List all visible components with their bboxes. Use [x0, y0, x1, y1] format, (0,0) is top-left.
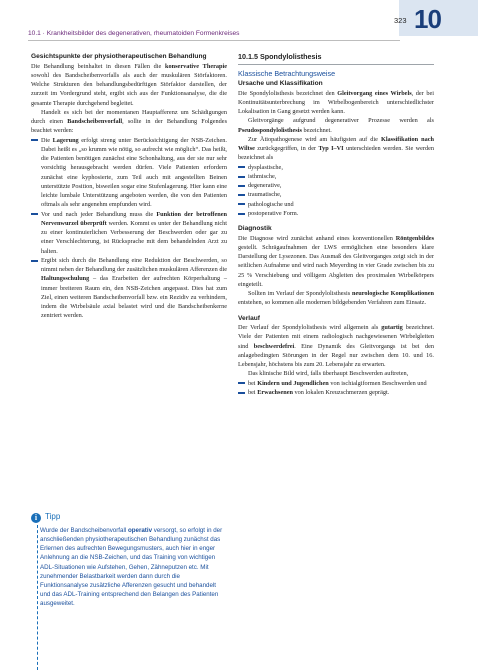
bullet-marker-icon: [238, 392, 245, 394]
info-icon: i: [31, 513, 41, 523]
paragraph: Der Verlauf der Spondylolisthesis wird allgemein als gutartig bezeichnet. Viele der Patienten mit einem radiologisch nachgewiesenen Wirbelgleiten sind beschwerdefrei. Eine Dynamik des Gleitvorgangs ist bei den anlagebedingten Störungen in der Regel nur zwischen dem 10. und 16. Lebensjahr, höchstens bis zum 20. Lebensjahr zu erwarten.: [238, 324, 435, 368]
treatment-bullet-list: [31, 136, 227, 321]
bullet-marker-icon: [238, 213, 245, 215]
subsection-heading: Klassische Betrachtungsweise: [238, 69, 336, 78]
section-heading-treatment: Gesichtspunkte der physiotherapeutischen Behandlung: [31, 53, 207, 60]
paragraph: Zur Ätiopathogenese wird am häufigsten auf die Klassifikation nach Wiltse zurückgegriffen, in der Typ I–VI unterschieden werden. Sie werden bezeichnet als: [238, 135, 434, 162]
list-item: isthmische,: [238, 172, 434, 181]
list-item: degenerative,: [238, 181, 434, 190]
paragraph: Gleitvorgänge aufgrund degenerativer Prozesse werden als Pseudospondylolisthesis bezeichnet.: [238, 117, 434, 134]
paragraph: Sollten im Verlauf der Spondylolisthesis neurologische Komplikationen entstehen, so kommen alle modernen bildgebenden Verfahren zum Einsatz.: [238, 290, 435, 307]
bullet-marker-icon: [238, 194, 245, 196]
left-column: [31, 52, 227, 321]
bullet-marker-icon: [238, 185, 245, 187]
wiltse-type-list: [238, 163, 434, 219]
list-item: Ergibt sich durch die Behandlung eine Reduktion der Beschwerden, so nimmt neben der Behandlung der zusätzlichen muskulären Afferenzen die Haltungsschulung – das Erarbeiten der aufrechten Körperhaltung – immer breiteren Raum ein, den NSB-Zeichen angepasst. Dies hat zum Ziel, einen weiteren Bandscheibenvorfall bzw. ein Rezidiv zu verhindern, indem die Wirbelsäule axial belastet wird und die Bandscheibenkerne zentriert werden.: [31, 256, 227, 321]
list-item: bei Erwachsenen von lokalen Kreuzschmerzen geprägt.: [238, 388, 434, 397]
list-item: Die Lagerung erfolgt streng unter Berücksichtigung der NSB-Zeichen. Dabei heißt es „so krumm wie nötig, so aufrecht wie möglich“. Das heißt, die Patienten benötigen zunächst eine Schonhaltung, aus der sie nur sehr vorsichtig herausgebracht werden dürfen. Viele Patienten erfordern zunächst eine kyphosierte, zum Teil auch mit angestellten Beinen unterstützte Position, bisweilen sogar eine Stufenlagerung. Hier kann eine leichte lumbale Unterstützung angeboten werden, die von den Patienten oftmals als sehr angenehm empfunden wird.: [31, 136, 227, 210]
bullet-marker-icon: [31, 213, 38, 215]
list-item: postoperative Form.: [238, 209, 434, 218]
paragraph: Handelt es sich bei der momentanen Hauptafferenz um Schädigungen durch einen Bandscheibenvorfall, sollte in der Behandlung Folgendes beachtet werden:: [31, 108, 228, 135]
diagnostics-heading: Diagnostik: [238, 225, 272, 232]
list-item: dysplastische,: [238, 163, 434, 172]
section-heading-spondylolisthesis: 10.1.5 Spondylolisthesis: [238, 52, 322, 61]
right-column: [238, 52, 434, 397]
paragraph: Die Spondylolisthesis bezeichnet den Gleitvorgang eines Wirbels, der bei Kontinuitätsunterbrechung im Wirbelbogenbereich unterschiedlichster Lokalisation in Gang gesetzt werden kann.: [238, 89, 434, 115]
header-divider: [28, 40, 400, 41]
list-item: bei Kindern und Jugendlichen von ischialgiformen Beschwerden und: [238, 379, 434, 388]
list-item: Vor und nach jeder Behandlung muss die Funktion der betroffenen Nervenwurzel überprüft werden. Kommt es unter der Behandlung nicht zu einer kontinuierlichen Verbesserung der Beschwerden oder gar zu einer Verschlechterung, ist Rücksprache mit dem behandelnden Arzt zu halten.: [31, 210, 227, 256]
bullet-marker-icon: [238, 203, 245, 205]
bullet-marker-icon: [31, 139, 38, 141]
paragraph: Das klinische Bild wird, falls überhaupt Beschwerden auftreten,: [248, 370, 409, 378]
bullet-marker-icon: [238, 382, 245, 384]
tip-title: Tipp: [45, 512, 61, 521]
paragraph: Die Behandlung beinhaltet in diesen Fällen die konservative Therapie sowohl des Bandscheibenvorfalls als auch der muskulären Störfaktoren. Welche Strukturen den behandlungsbedürftigen Störfaktor darstellen, der zurzeit im Vordergrund steht, ergibt sich aus der Funktionsanalyse, die die gesamte Therapie durchgehend begleitet.: [31, 62, 227, 107]
chapter-number: 10: [414, 4, 441, 34]
bullet-marker-icon: [31, 260, 38, 262]
list-item: pathologische und: [238, 200, 434, 209]
paragraph: Die Diagnose wird zunächst anhand eines konventionellen Röntgenbildes gestellt. Schrägaufnahmen der LWS ermöglichen eine besonders klare Darstellung der Lysezonen. Das Ausmaß des Gleitvorganges zeigt sich in der seitlichen Aufnahme und wird nach Meyerding in vier Grade zwischen bis zu 25 % Verschiebung und völligem Abgleiten des proximalen Wirbelkörpers eingeteilt.: [238, 234, 434, 288]
page-number: 323: [394, 16, 407, 25]
subsubsection-heading: Ursache und Klassifikation: [238, 80, 323, 87]
list-item: traumatische,: [238, 190, 434, 199]
running-title: 10.1 · Krankheitsbilder des degenerativen, rheumatoiden Formenkreises: [28, 30, 240, 37]
bullet-marker-icon: [238, 176, 245, 178]
course-heading: Verlauf: [238, 314, 260, 322]
section-divider: [238, 64, 434, 65]
course-bullet-list: [238, 379, 434, 398]
bullet-marker-icon: [238, 166, 245, 168]
tip-text: Wurde der Bandscheibenvorfall operativ versorgt, so erfolgt in der anschließenden physiotherapeutischen Behandlung zunächst das Erlernen des aufrechten Bewegungsmusters, auch hier in enger Anlehnung an die NSB-Zeichen, und das Training von wichtigen ADL-Situationen wie Aufstehen, Gehen, Zähneputzen etc. Mit zunehmender Belastbarkeit werden dann durch die Funktionsanalyse zusätzliche Afferenzen gesucht und behandelt und das ADL-Training entsprechend den Belangen des Patienten ausgeweitet.: [40, 527, 223, 608]
tip-divider: [37, 525, 39, 670]
